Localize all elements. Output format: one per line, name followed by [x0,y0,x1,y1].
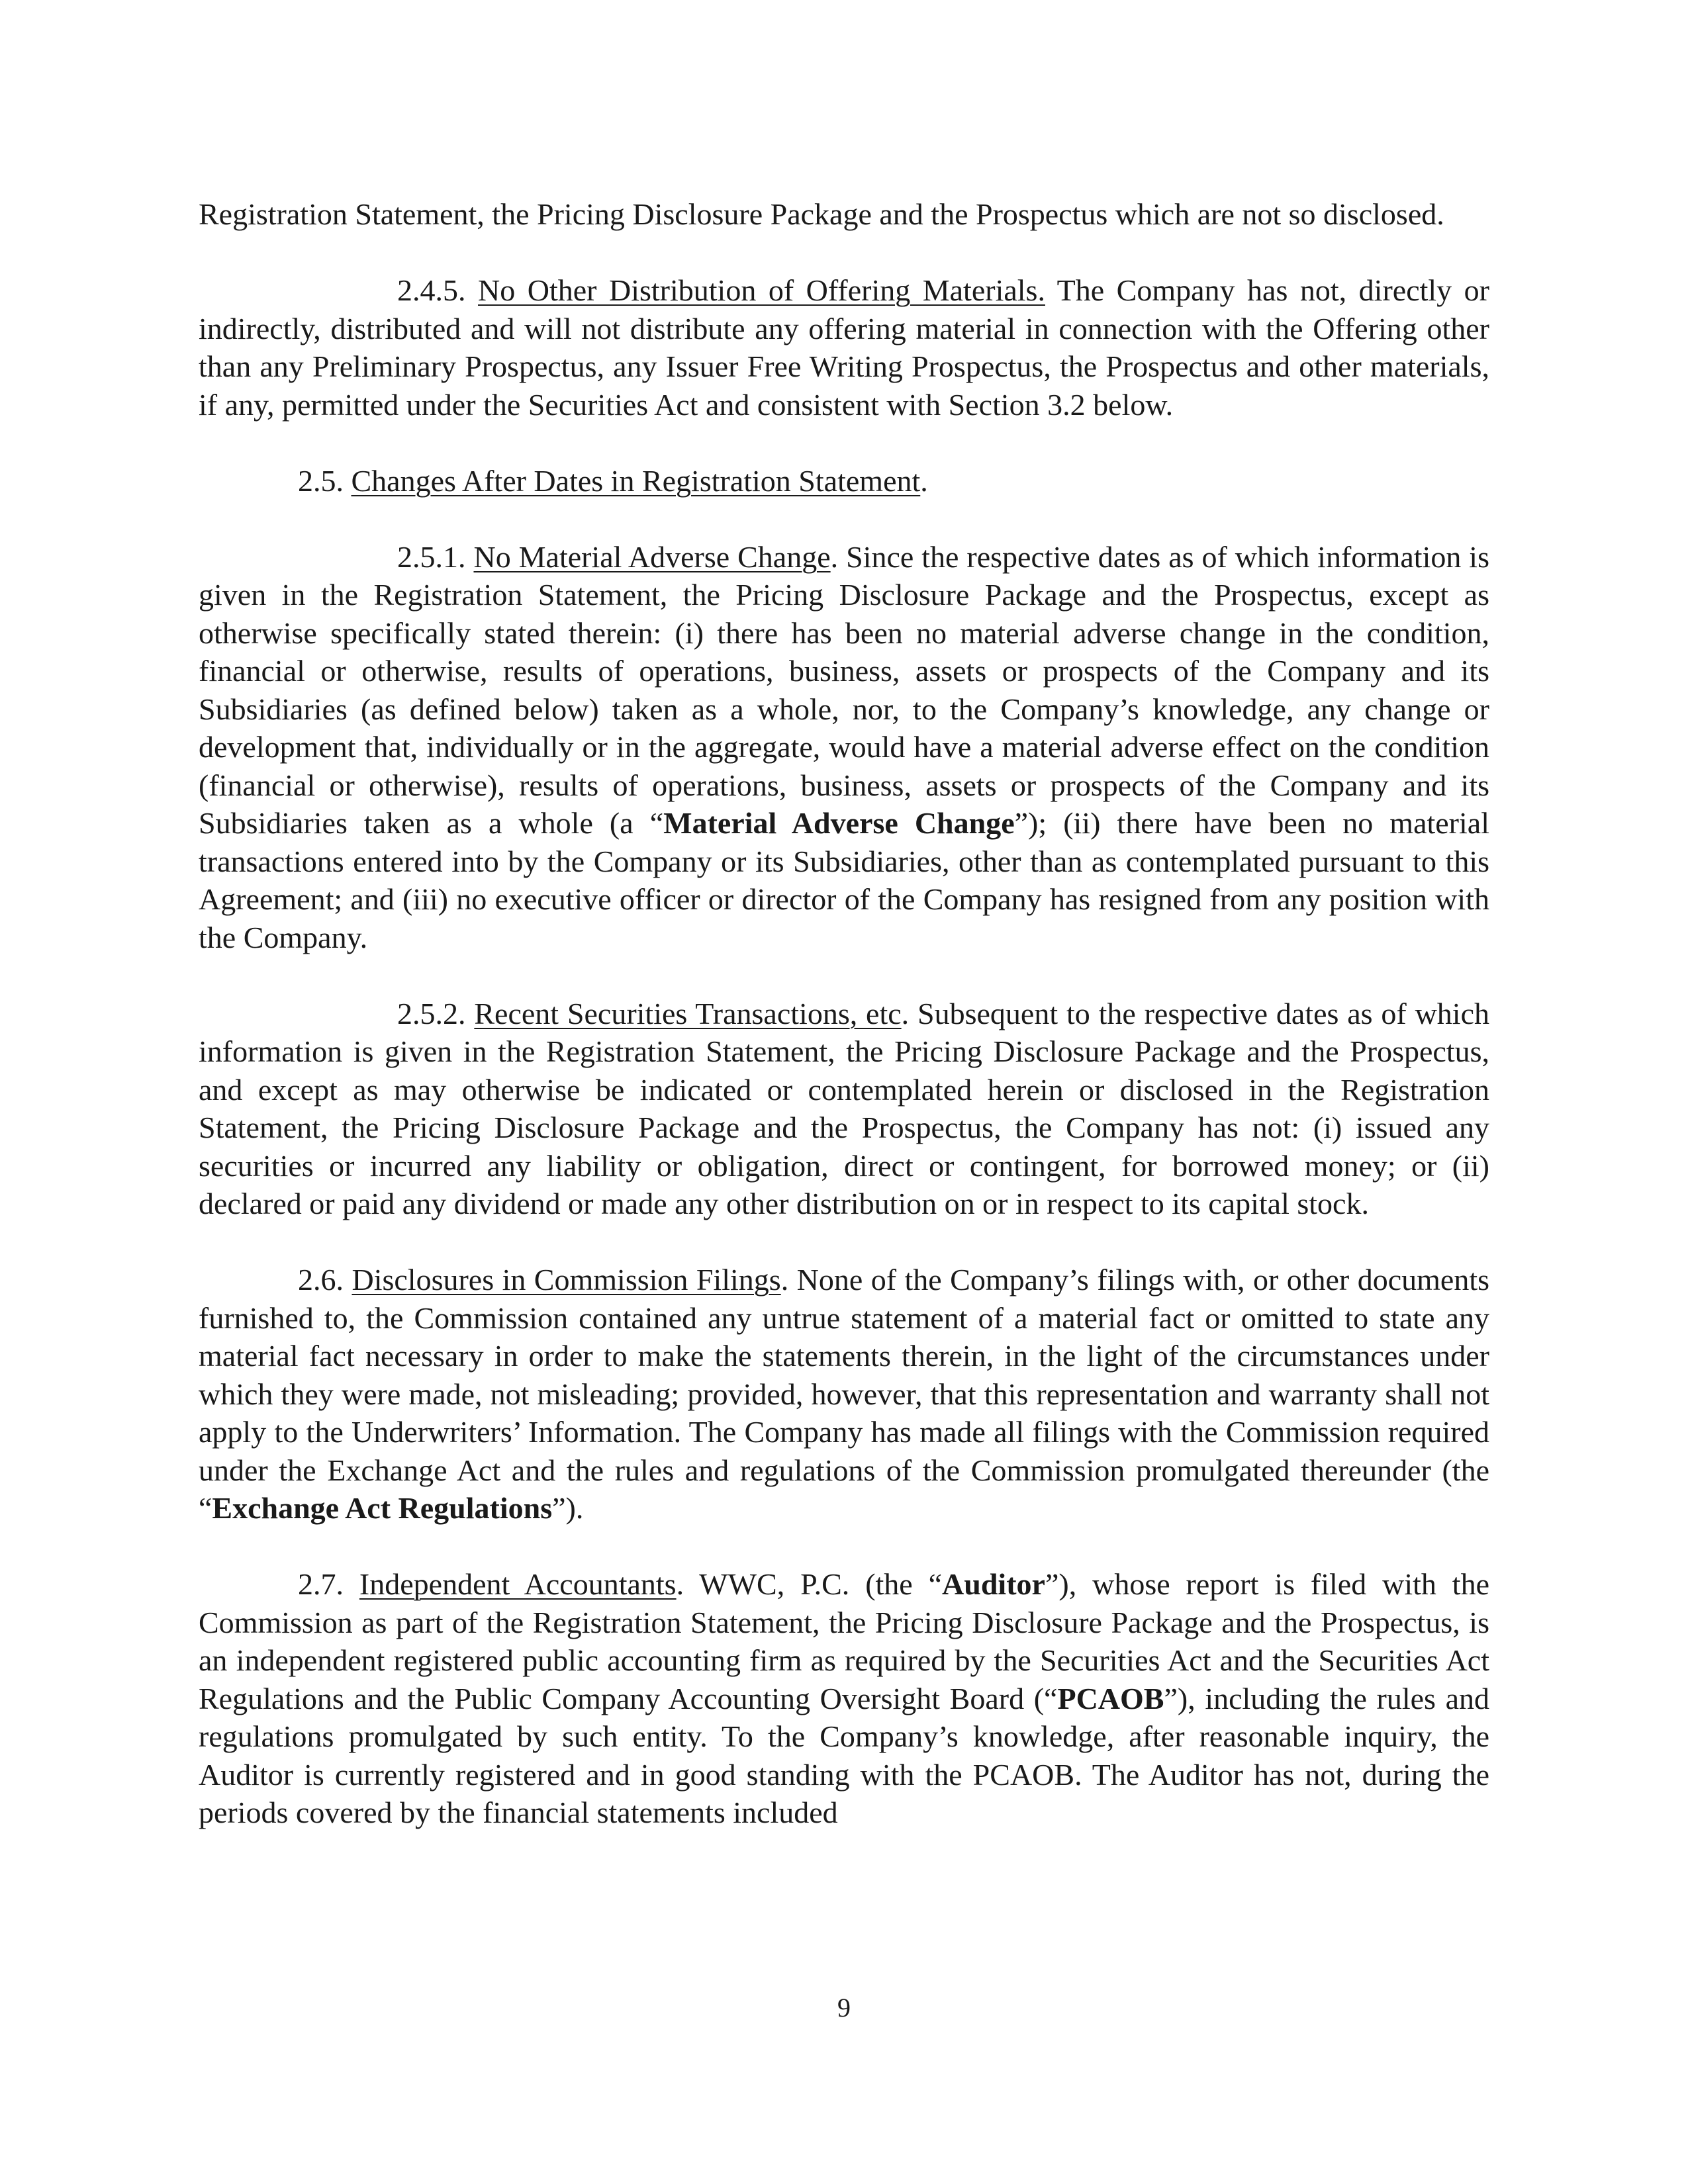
section-2-5-2 [199,995,1489,1223]
defined-term-auditor: Auditor [942,1567,1045,1601]
section-body-cont: ”), whose report is filed with the Commission as part of the Registration Statement, the Pricing Disclosure Package and the Prospectus, is an independent registered public accounting firm as required by the Securities Act and the Securities Act Regulations and the Public Company Accounting Oversight Board (“ [199,1567,1490,1715]
section-heading: Changes After Dates in Registration Statement [351,463,921,498]
section-2-4-5 [199,271,1489,424]
section-2-5 [199,462,1489,500]
section-body-cont: ”). [552,1491,584,1525]
section-2-6 [199,1261,1489,1527]
section-number: 2.5.1. [397,539,466,574]
page-number: 9 [837,1993,851,2023]
section-number: 2.4.5. [397,273,466,307]
section-body-cont: ”); (ii) there have been no material transactions entered into by the Company or its Subsidiaries, other than as contemplated pursuant to this Agreement; and (iii) no executive officer or director of the Company has resigned from any position with the Company. [199,806,1489,954]
defined-term: Material Adverse Change [663,806,1015,840]
section-number: 2.5.2. [397,996,466,1030]
continuation-paragraph [199,195,1489,234]
section-body-end: ”), including the rules and regulations promulgated by such entity. To the Company’s knowledge, after reasonable inquiry, the Auditor is currently registered and in good standing with the PCAOB. The Auditor has not, during the periods covered by the financial statements included [199,1681,1489,1829]
section-heading: Disclosures in Commission Filings [352,1263,781,1297]
section-heading-end: . [920,463,928,498]
section-body: . None of the Company’s filings with, or other documents furnished to, the Commission contained any untrue statement of a material fact or omitted to state any material fact necessary in order to make the statements therein, in the light of the circumstances under which they were made, not misleading; provided, however, that this representation and warranty shall not apply to the Underwriters’ Information. The Company has made all filings with the Commission required under the Exchange Act and the rules and regulations of the Commission promulgated thereunder (the “ [199,1263,1490,1525]
defined-term: Exchange Act Regulations [212,1491,553,1525]
section-heading: Independent Accountants [359,1567,677,1601]
section-heading: No Material Adverse Change [473,539,831,574]
section-number: 2.7. [298,1567,344,1601]
document-page [199,195,1489,1832]
section-number: 2.6. [298,1263,344,1297]
section-body: . Since the respective dates as of which information is given in the Registration Statement, the Pricing Disclosure Package and the Prospectus, except as otherwise specifically stated therein: (i) there has been no material adverse change in the condition, financial or otherwise, results of operations, business, assets or prospects of the Company and its Subsidiaries (as defined below) taken as a whole, nor, to the Company’s knowledge, any change or development that, individually or in the aggregate, would have a material adverse effect on the condition (financial or otherwise), results of operations, business, assets or prospects of the Company and its Subsidiaries taken as a whole (a “ [199,539,1489,840]
section-2-7 [199,1565,1489,1832]
section-2-5-1 [199,538,1489,957]
defined-term-pcaob: PCAOB [1057,1681,1164,1715]
section-body: The Company has not, directly or indirectly, distributed and will not distribute any offering material in connection with the Offering other than any Preliminary Prospectus, any Issuer Free Writing Prospectus, the Prospectus and other materials, if any, permitted under the Securities Act and consistent with Section 3.2 below. [199,273,1490,422]
section-body: . Subsequent to the respective dates as of which information is given in the Registration Statement, the Pricing Disclosure Package and the Prospectus, and except as may otherwise be indicated or contemplated herein or disclosed in the Registration Statement, the Pricing Disclosure Package and the Prospectus, the Company has not: (i) issued any securities or incurred any liability or obligation, direct or contingent, for borrowed money; or (ii) declared or paid any dividend or made any other distribution on or in respect to its capital stock. [199,996,1489,1220]
continuation-text: Registration Statement, the Pricing Disclosure Package and the Prospectus which are not so disclosed. [199,197,1444,231]
section-number: 2.5. [298,463,344,498]
section-heading: Recent Securities Transactions, etc [474,996,902,1030]
section-body: . WWC, P.C. (the “ [676,1567,943,1601]
section-heading: No Other Distribution of Offering Materials. [478,273,1045,307]
